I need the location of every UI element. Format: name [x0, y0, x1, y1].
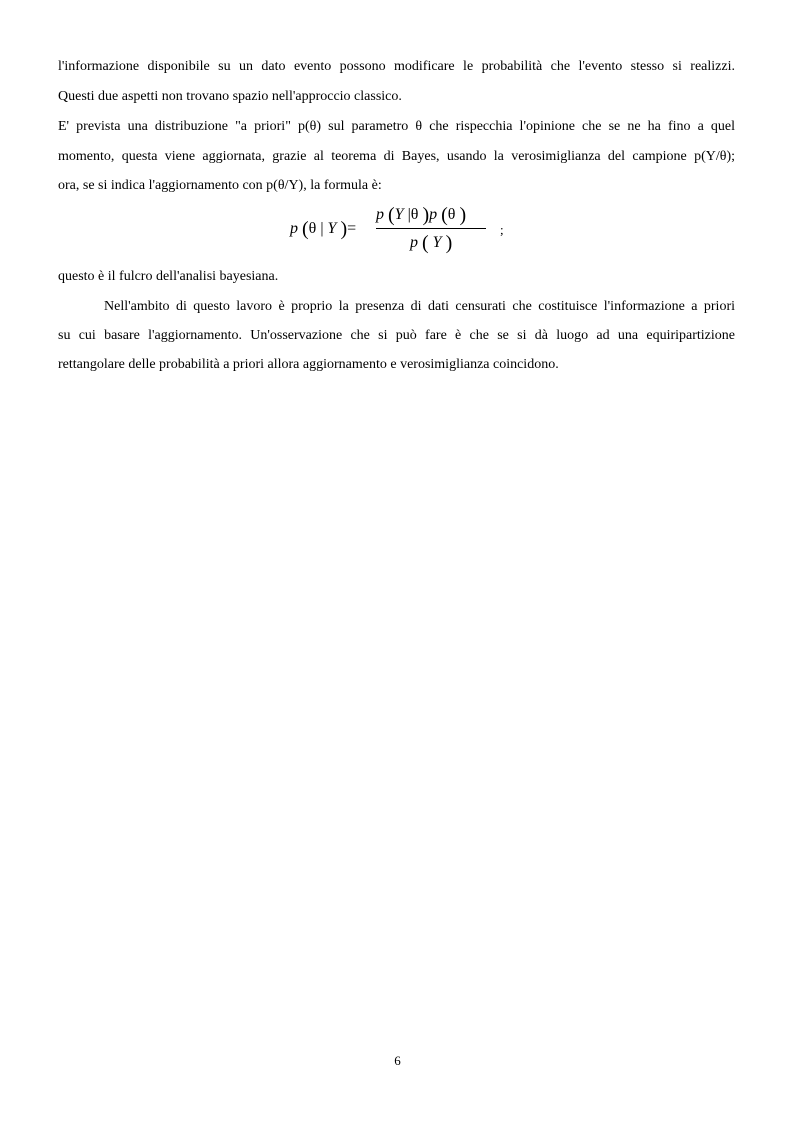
body-line-4: momento, questa viene aggiornata, grazie al teorema di Bayes, usando la verosimiglianza del campione p(Y/θ); — [58, 149, 735, 164]
formula-left-side: p (θ | Y )= — [290, 218, 357, 240]
formula-semicolon: ; — [500, 222, 504, 237]
page-number: 6 — [394, 1053, 401, 1068]
body-line-2: Questi due aspetti non trovano spazio nell'approccio classico. — [58, 89, 402, 104]
body-line-7: Nell'ambito di questo lavoro è proprio la presenza di dati censurati che costituisce l'informazione a priori — [104, 299, 735, 314]
formula-denominator: p ( Y ) — [410, 232, 453, 254]
body-line-8: su cui basare l'aggiornamento. Un'osservazione che si può fare è che se si dà luogo ad una equiripartizione — [58, 328, 735, 343]
body-line-1: l'informazione disponibile su un dato evento possono modificare le probabilità che l'evento stesso si realizzi. — [58, 59, 735, 74]
body-line-9: rettangolare delle probabilità a priori allora aggiornamento e verosimiglianza coincidono. — [58, 357, 559, 372]
formula-numerator: p (Y |θ )p (θ ) — [376, 204, 467, 226]
body-line-5: ora, se si indica l'aggiornamento con p(θ/Y), la formula è: — [58, 178, 382, 193]
bayes-formula — [290, 202, 520, 258]
fraction-bar — [376, 228, 486, 229]
body-line-3: E' prevista una distribuzione "a priori" p(θ) sul parametro θ che rispecchia l'opinione che se ne ha fino a quel — [58, 119, 735, 134]
body-line-6: questo è il fulcro dell'analisi bayesiana. — [58, 269, 279, 284]
